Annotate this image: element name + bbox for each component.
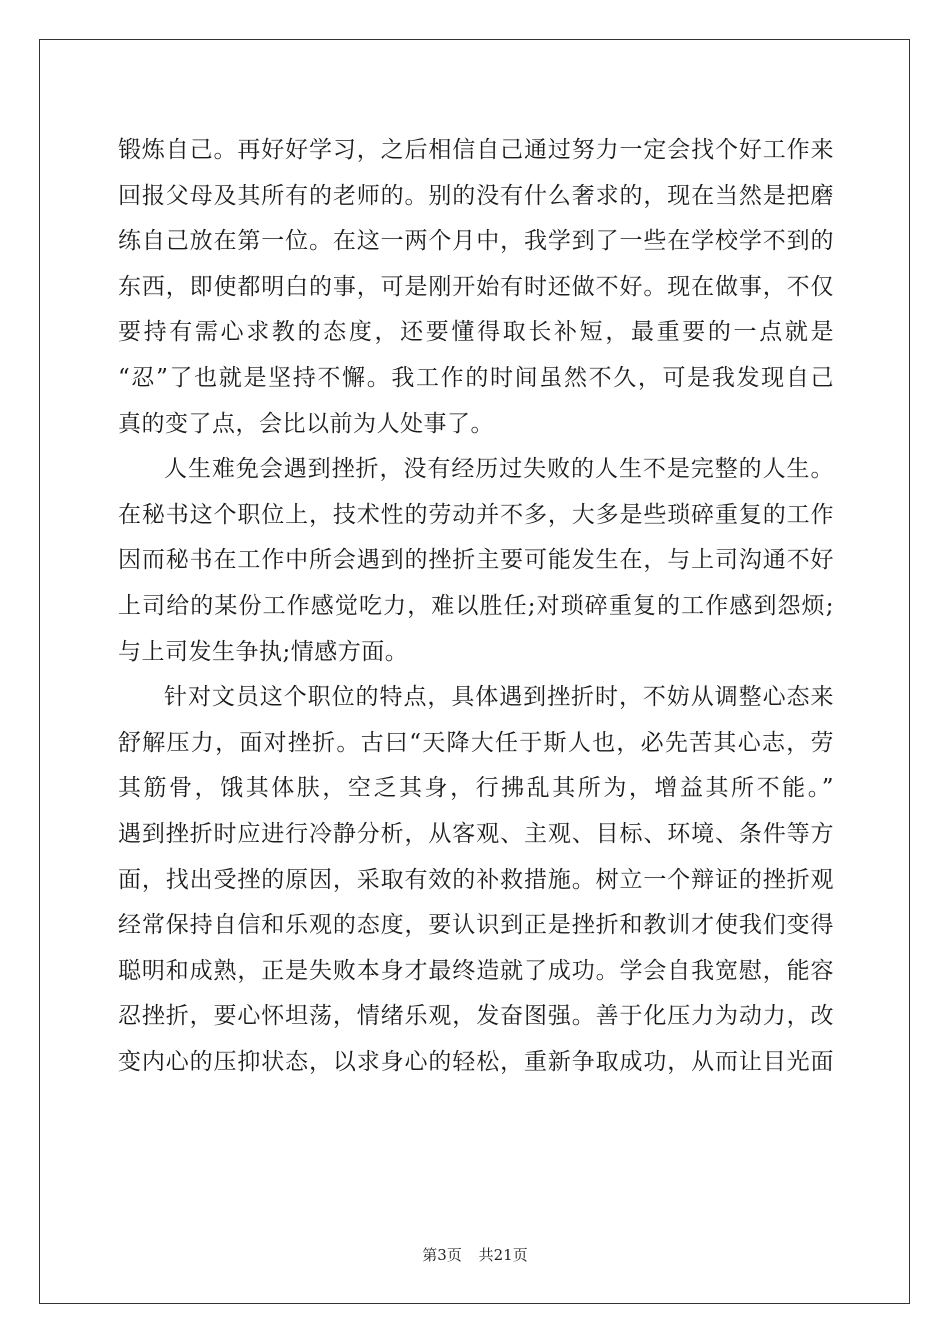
text-line: 锻炼自己。再好好学习，之后相信自己通过努力一定会找个好工作来 [118,137,834,163]
text-line: 变内心的压抑状态，以求身心的轻松，重新争取成功，从而让目光面 [118,1048,834,1075]
text-line: 聪明和成熟，正是失败本身才最终造就了成功。学会自我宽慰，能容 [118,957,834,984]
text-line: 东西，即使都明白的事，可是刚开始有时还做不好。现在做事，不仅 [118,273,834,300]
paragraph-1 [118,128,834,447]
text-line: 经常保持自信和乐观的态度，要认识到正是挫折和教训才使我们变得 [118,912,834,939]
text-line: 真的变了点，会比以前为人处事了。 [118,410,494,437]
page-total: 共21页 [478,1246,528,1264]
text-line: 遇到挫折时应进行冷静分析，从客观、主观、目标、环境、条件等方 [118,820,834,847]
page-footer [0,1244,950,1265]
text-line: 人生难免会遇到挫折，没有经历过失败的人生不是完整的人生。 [164,456,834,483]
text-line: 与上司发生争执;情感方面。 [118,638,409,665]
text-line: 要持有需心求教的态度，还要懂得取长补短，最重要的一点就是 [118,319,834,346]
text-line: 上司给的某份工作感觉吃力，难以胜任;对琐碎重复的工作感到怨烦; [118,592,834,619]
page-number: 第3页 [422,1246,462,1264]
text-line: 因而秘书在工作中所会遇到的挫折主要可能发生在，与上司沟通不好 [118,547,834,574]
text-line: “忍”了也就是坚持不懈。我工作的时间虽然不久，可是我发现自己 [118,364,834,391]
paragraph-3 [118,675,834,1085]
text-line: 针对文员这个职位的特点，具体遇到挫折时，不妨从调整心态来 [164,684,834,711]
text-line: 忍挫折，要心怀坦荡，情绪乐观，发奋图强。善于化压力为动力，改 [118,1003,834,1030]
document-body [118,128,834,1085]
text-line: 在秘书这个职位上，技术性的劳动并不多，大多是些琐碎重复的工作 [118,501,834,528]
text-line: 面，找出受挫的原因，采取有效的补救措施。树立一个辩证的挫折观 [118,866,834,893]
paragraph-2 [118,447,834,675]
text-line: 回报父母及其所有的老师的。别的没有什么奢求的，现在当然是把磨 [118,182,834,209]
text-line: 舒解压力，面对挫折。古曰“天降大任于斯人也，必先苦其心志，劳 [118,729,834,756]
text-line: 练自己放在第一位。在这一两个月中，我学到了一些在学校学不到的 [118,228,834,255]
text-line: 其筋骨，饿其体肤，空乏其身，行拂乱其所为，增益其所不能。” [118,775,834,802]
